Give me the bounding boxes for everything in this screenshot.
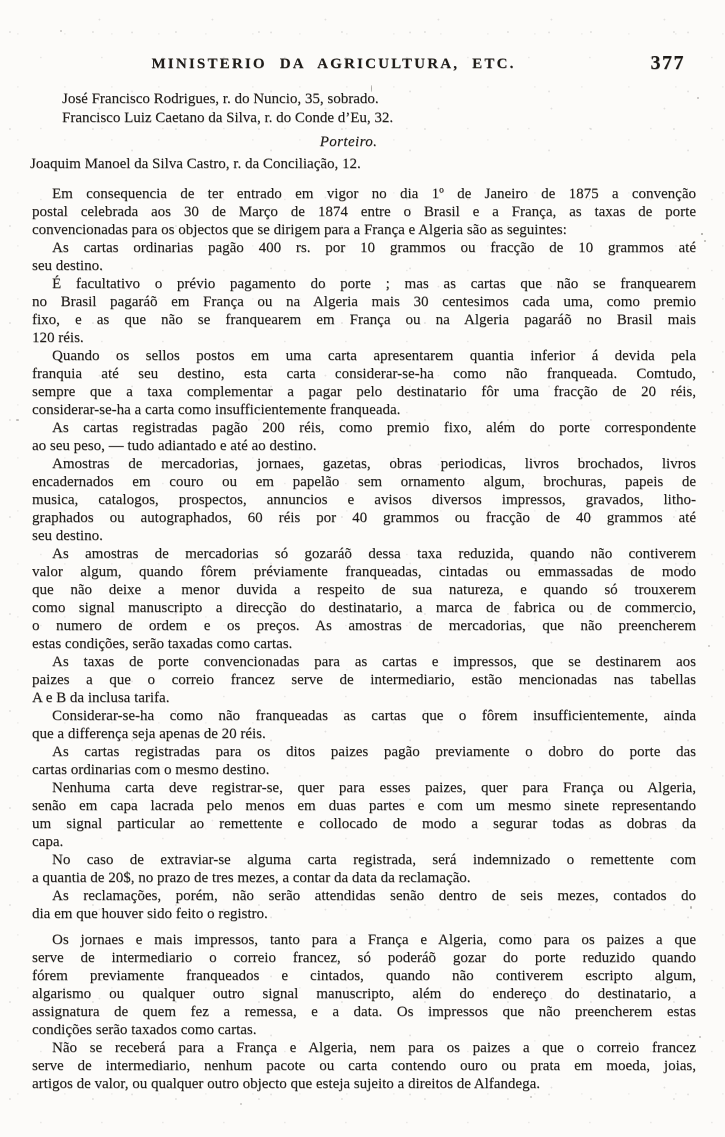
text-line: paizes a que o correio francez serve de intermediario, estão mencionadas nas tabellas	[32, 672, 696, 688]
paragraph	[32, 887, 696, 923]
text-line: As amostras de mercadorias só gozaráõ dessa taxa reduzida, quando não contiverem	[52, 546, 696, 562]
text-line: seu destino.	[32, 258, 103, 274]
paragraph	[32, 851, 696, 887]
paragraph	[32, 653, 696, 707]
paragraph	[32, 743, 696, 779]
paragraph	[32, 275, 696, 347]
text-line: artigos de valor, ou qualquer outro objecto que esteja sujeito a direitos de Alfandega.	[32, 1076, 540, 1092]
paragraph	[32, 779, 696, 851]
text-line: Nenhuma carta deve registrar-se, quer para esses paizes, quer para França ou Algeria,	[52, 780, 696, 796]
text-line: É facultativo o prévio pagamento do porte ; mas as cartas que não se franquearem	[52, 276, 696, 292]
text-line: a quantia de 20$, no prazo de tres mezes, a contar da data da reclamação.	[32, 870, 471, 886]
text-line: serve de intermediario, nenhum pacote ou carta contendo ouro ou prata em moeda, joias,	[32, 1058, 696, 1074]
text-line: fixo, e as que não se franquearem em França ou na Algeria pagaráõ no Brasil mais	[32, 312, 696, 328]
text-line: As reclamações, porém, não serão attendidas senão dentro de seis mezes, contados do	[52, 888, 696, 904]
paragraph	[32, 707, 696, 743]
scan-speck	[697, 97, 699, 99]
scan-speck	[530, 1096, 532, 1098]
text-line: graphados ou autographados, 60 réis por 40 grammos ou fracção de 40 grammos até	[32, 510, 696, 526]
text-line: Não se receberá para a França e Algeria, nem para os paizes a que o correio francez	[52, 1040, 696, 1056]
text-line: valor algum, quando fôrem préviamente franqueadas, cintadas ou emmassadas de modo	[32, 564, 696, 580]
text-line: algarismo ou qualquer outro signal manuscripto, além do endereço do destinatario, a	[32, 986, 696, 1002]
scan-speck	[60, 30, 62, 32]
scan-speck	[704, 240, 706, 242]
scan-speck	[16, 419, 19, 421]
text-line: Considerar-se-ha como não franqueadas as cartas que o fôrem insufficientemente, ainda	[52, 708, 696, 724]
text-line: seu destino.	[32, 528, 103, 544]
scan-speck	[712, 371, 714, 373]
name-line: José Francisco Rodrigues, r. do Nuncio, 35, sobrado.	[62, 91, 379, 107]
text-line: postal celebrada aos 30 de Março de 1874 entre o Brasil e a França, as taxas de porte	[32, 204, 696, 220]
text-line: no Brasil pagaráõ em França ou na Algeria mais 30 centesimos cada uma, como premio	[32, 294, 696, 310]
paragraph	[32, 455, 696, 545]
text-line: encadernados em couro ou em papelão sem ornamento algum, brochuras, papeis de	[32, 474, 696, 490]
text-line: Em consequencia de ter entrado em vigor no dia 1º de Janeiro de 1875 a convenção	[52, 186, 696, 202]
text-line: ao seu peso, — tudo adiantado e até ao destino.	[32, 438, 317, 454]
text-line: dia em que houver sido feito o registro.	[32, 906, 268, 922]
text-line: assignatura de quem fez a remessa, e a data. Os impressos que não preencherem estas	[32, 1004, 696, 1020]
text-line: fórem previamente franqueados e cintados, quando não contiverem escripto algum,	[32, 968, 696, 984]
text-line: convencionadas para os objectos que se dirigem para a França e Algeria são as seguintes:	[32, 222, 567, 238]
text-line: estas condições, serão taxadas como cartas.	[32, 636, 293, 652]
scan-speck	[701, 233, 703, 235]
page-header	[32, 52, 695, 80]
paragraph	[32, 347, 696, 419]
running-title: MINISTERIO DA AGRICULTURA, ETC.	[151, 56, 516, 72]
text-line: o numero de ordem e os preços. As amostras de mercadorias, que não preencherem	[32, 618, 696, 634]
text-line: As cartas registradas para os ditos paizes pagão previamente o dobro do porte das	[52, 744, 696, 760]
text-line: que a differença seja apenas de 20 réis.	[32, 726, 266, 742]
text-line: As cartas registradas pagão 200 réis, como premio fixo, além do porte correspondente	[52, 420, 696, 436]
text-line: 120 réis.	[32, 330, 84, 346]
paragraph	[32, 931, 696, 1039]
scan-speck	[699, 1036, 701, 1038]
text-line: considerar-se-ha a carta como insufficientemente franqueada.	[32, 402, 401, 418]
text-line: No caso de extraviar-se alguma carta registrada, será indemnizado o remettente com	[52, 852, 696, 868]
text-line: como signal manuscripto a direcção do destinatario, a marca de fabrica ou de commercio,	[32, 600, 696, 616]
text-line: capa.	[32, 834, 64, 850]
porteiro-entry: Joaquim Manoel da Silva Castro, r. da Conciliação, 12.	[30, 156, 361, 172]
name-list	[32, 90, 695, 128]
text-line: A e B da inclusa tarifa.	[32, 690, 170, 706]
page-number: 377	[650, 52, 685, 74]
text-line: As cartas ordinarias pagão 400 rs. por 10 grammos ou fracção de 10 grammos até	[52, 240, 696, 256]
scan-speck	[240, 1103, 242, 1105]
text-line: franquia até seu destino, esta carta considerar-se-ha como não franqueada. Comtudo,	[32, 366, 696, 382]
paragraph	[32, 239, 696, 275]
text-line: musica, catalogos, prospectos, annuncios e avisos diversos impressos, gravados, litho-	[32, 492, 696, 508]
body-text	[32, 185, 696, 1093]
name-line: Francisco Luiz Caetano da Silva, r. do Conde d’Eu, 32.	[62, 110, 394, 126]
text-line: sempre que a taxa complementar a pagar pelo destinatario fôr uma fracção de 20 réis,	[32, 384, 696, 400]
text-line: cartas ordinarias com o mesmo destino.	[32, 762, 270, 778]
paragraph	[32, 545, 696, 653]
text-line: senão em capa lacrada pelo menos em duas partes e com um mesmo sinete representando	[32, 798, 696, 814]
paragraph	[32, 1039, 696, 1093]
paragraph	[32, 419, 696, 455]
text-line: Quando os sellos postos em uma carta apresentarem quantia inferior á devida pela	[52, 348, 696, 364]
text-line: serve de intermediario o correio francez, só poderáõ gozar do porte reduzido quando	[32, 950, 696, 966]
section-heading-porteiro: Porteiro.	[319, 134, 378, 150]
paragraph	[32, 185, 696, 239]
text-line: condições serão taxados como cartas.	[32, 1022, 257, 1038]
text-line: Os jornaes e mais impressos, tanto para a França e Algeria, como para os paizes a que	[52, 932, 696, 948]
scan-speck	[708, 645, 710, 647]
text-line: As taxas de porte convencionadas para as cartas e impressos, que se destinarem aos	[52, 654, 696, 670]
text-line: Amostras de mercadorias, jornaes, gazetas, obras periodicas, livros brochados, livros	[52, 456, 696, 472]
text-line: um signal particular ao remettente e collocado de modo a segurar todas as dobras da	[32, 816, 696, 832]
text-line: que não deixe a menor duvida a respeito de sua natureza, e quando só trouxerem	[32, 582, 696, 598]
